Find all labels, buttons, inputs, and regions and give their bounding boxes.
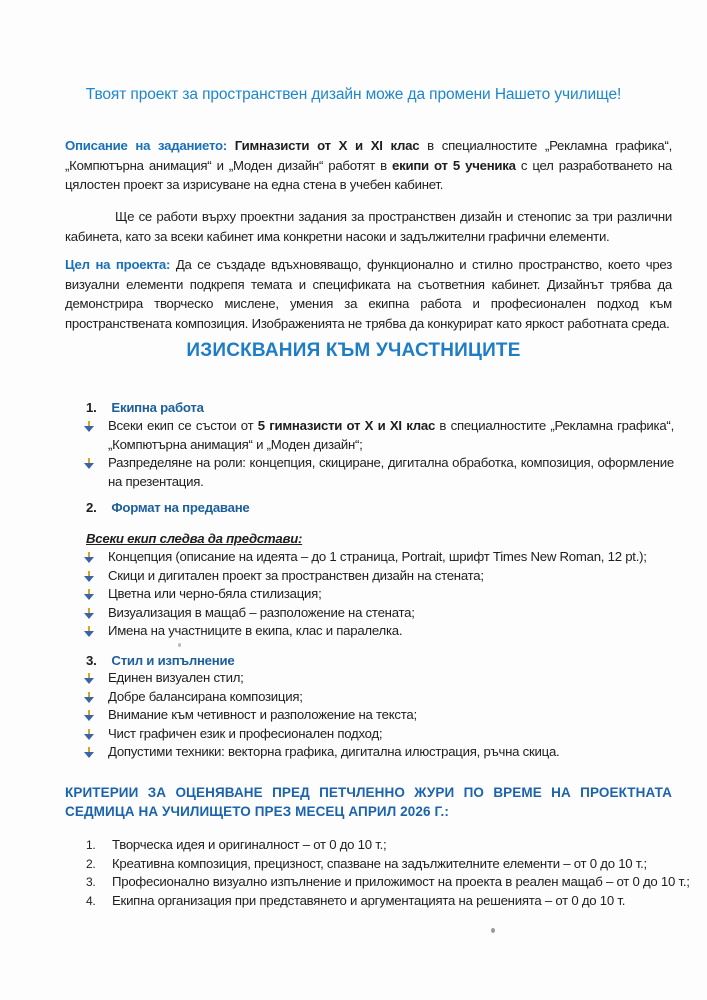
criteria-text: Креативна композиция, прецизност, спазване на задължителните елементи – от 0 до 10 т.; xyxy=(112,855,647,871)
list-item xyxy=(84,622,674,641)
style-list xyxy=(84,669,674,762)
section-heading-submission-format xyxy=(86,500,250,515)
project-goal-paragraph xyxy=(65,255,672,333)
scan-speck xyxy=(491,928,495,933)
criteria-number: 4. xyxy=(86,893,96,908)
down-arrow-bullet-icon xyxy=(84,626,94,637)
task-description-paragraph xyxy=(65,136,672,195)
requirements-heading: ИЗИСКВАНИЯ КЪМ УЧАСТНИЦИТЕ xyxy=(186,340,521,361)
scan-speck xyxy=(178,643,181,647)
criteria-item xyxy=(86,855,690,874)
criteria-item xyxy=(86,836,690,855)
list-item xyxy=(84,725,674,744)
criteria-number: 3. xyxy=(86,875,96,889)
section-number: 1. xyxy=(86,400,97,415)
task-description-label: Описание на заданието: xyxy=(65,138,227,153)
down-arrow-bullet-icon xyxy=(84,673,94,684)
item-text: Внимание към четивност и разположение на текста; xyxy=(108,707,417,722)
section-heading-style-execution xyxy=(86,653,234,668)
section-number: 3. xyxy=(86,653,97,668)
project-goal-label: Цел на проекта: xyxy=(65,257,171,272)
item-text: Единен визуален стил; xyxy=(108,670,244,685)
list-item xyxy=(84,669,674,688)
item-text: Разпределяне на роли: концепция, скициране, дигитална обработка, композиция, оформление на презентация. xyxy=(108,455,674,489)
list-item xyxy=(84,585,674,604)
item-text: Визуализация в мащаб – разположение на стената; xyxy=(108,604,415,620)
criteria-item xyxy=(86,892,690,911)
down-arrow-bullet-icon xyxy=(84,729,94,740)
criteria-heading: КРИТЕРИИ ЗА ОЦЕНЯВАНЕ ПРЕД ПЕТЧЛЕННО ЖУРИ ПО ВРЕМЕ НА ПРОЕКТНАТА СЕДМИЦА НА УЧИЛИЩЕТО ПРЕЗ МЕСЕЦ АПРИЛ 2026 Г.: xyxy=(65,785,672,819)
section-heading-team-work xyxy=(86,400,204,415)
item-text: Добре балансирана композиция; xyxy=(108,688,303,704)
criteria-text: Творческа идея и оригиналност – от 0 до 10 т.; xyxy=(112,837,387,852)
criteria-number: 2. xyxy=(86,856,96,871)
document-title: Твоят проект за пространствен дизайн може да промени Нашето училище! xyxy=(85,86,622,103)
list-item xyxy=(84,548,674,567)
criteria-item xyxy=(86,873,690,892)
section-number: 2. xyxy=(86,500,97,515)
item-text: Концепция (описание на идеята – до 1 страница, Portrait, шрифт Times New Roman, 12 pt.); xyxy=(108,549,647,564)
team-work-list xyxy=(84,417,674,491)
item-text: Допустими техники: векторна графика, дигитална илюстрация, ръчна скица. xyxy=(108,744,560,759)
down-arrow-bullet-icon xyxy=(84,458,94,469)
section-title: Стил и изпълнение xyxy=(111,653,235,668)
submission-list xyxy=(84,548,674,641)
down-arrow-bullet-icon xyxy=(84,608,94,619)
down-arrow-bullet-icon xyxy=(84,421,94,432)
list-item xyxy=(84,417,674,454)
task-description-text-end: с цел разработването на цялостен проект за изрисуване на една стена в учебен кабинет. xyxy=(65,157,672,192)
grades-emphasis: Гимназисти от X и XI клас xyxy=(226,138,420,153)
down-arrow-bullet-icon xyxy=(84,710,94,721)
criteria-text: Професионално визуално изпълнение и приложимост на проекта в реален мащаб – от 0 до 10 т.; xyxy=(112,874,690,889)
down-arrow-bullet-icon xyxy=(84,589,94,600)
item-emphasis: 5 гимназисти от X и XI клас xyxy=(257,418,436,433)
criteria-number: 1. xyxy=(86,838,96,852)
item-text: Цветна или черно-бяла стилизация; xyxy=(108,586,322,601)
project-goal-text: Да се създаде вдъхновяващо, функционално и стилно пространство, което чрез визуални елементи подкрепя темата и спецификата на съответния кабинет. Дизайнът трябва да демонстрира творческо мислене, умения за екипна работа и професионален подход към пространствената композиция. Изображенията не трябва да конкурират като яркост работната среда. xyxy=(65,257,672,331)
down-arrow-bullet-icon xyxy=(84,692,94,703)
section-title: Формат на предаване xyxy=(111,500,250,515)
criteria-text: Екипна организация при представянето и аргументацията на решенията – от 0 до 10 т. xyxy=(112,892,626,908)
list-item xyxy=(84,706,674,725)
work-paragraph: Ще се работи върху проектни задания за пространствен дизайн и стенопис за три различни кабинета, като за всеки кабинет има конкретни насоки и задължителни графични елементи. xyxy=(65,209,672,244)
list-item xyxy=(84,604,674,623)
list-item xyxy=(84,688,674,707)
team-size-emphasis: екипи от 5 ученика xyxy=(392,157,516,173)
item-text-end: в специалностите „Рекламна графика“, „Компютърна анимация“ и „Моден дизайн“; xyxy=(108,418,674,452)
item-text: Имена на участниците в екипа, клас и паралелка. xyxy=(108,623,403,638)
item-text: Всеки екип се състои от xyxy=(108,418,258,433)
task-description-text: в специалностите „Рекламна графика“, „Компютърна анимация“ и „Моден дизайн“ работят в xyxy=(65,138,672,173)
list-item xyxy=(84,454,674,491)
list-item xyxy=(84,743,674,762)
criteria-list xyxy=(86,836,690,910)
list-item xyxy=(84,567,674,586)
down-arrow-bullet-icon xyxy=(84,747,94,758)
section-title: Екипна работа xyxy=(111,400,204,415)
submission-lead-text: Всеки екип следва да представи: xyxy=(86,531,303,546)
down-arrow-bullet-icon xyxy=(84,552,94,563)
item-text: Чист графичен език и професионален подход; xyxy=(108,725,383,741)
item-text: Скици и дигитален проект за пространствен дизайн на стената; xyxy=(108,567,484,583)
down-arrow-bullet-icon xyxy=(84,571,94,582)
